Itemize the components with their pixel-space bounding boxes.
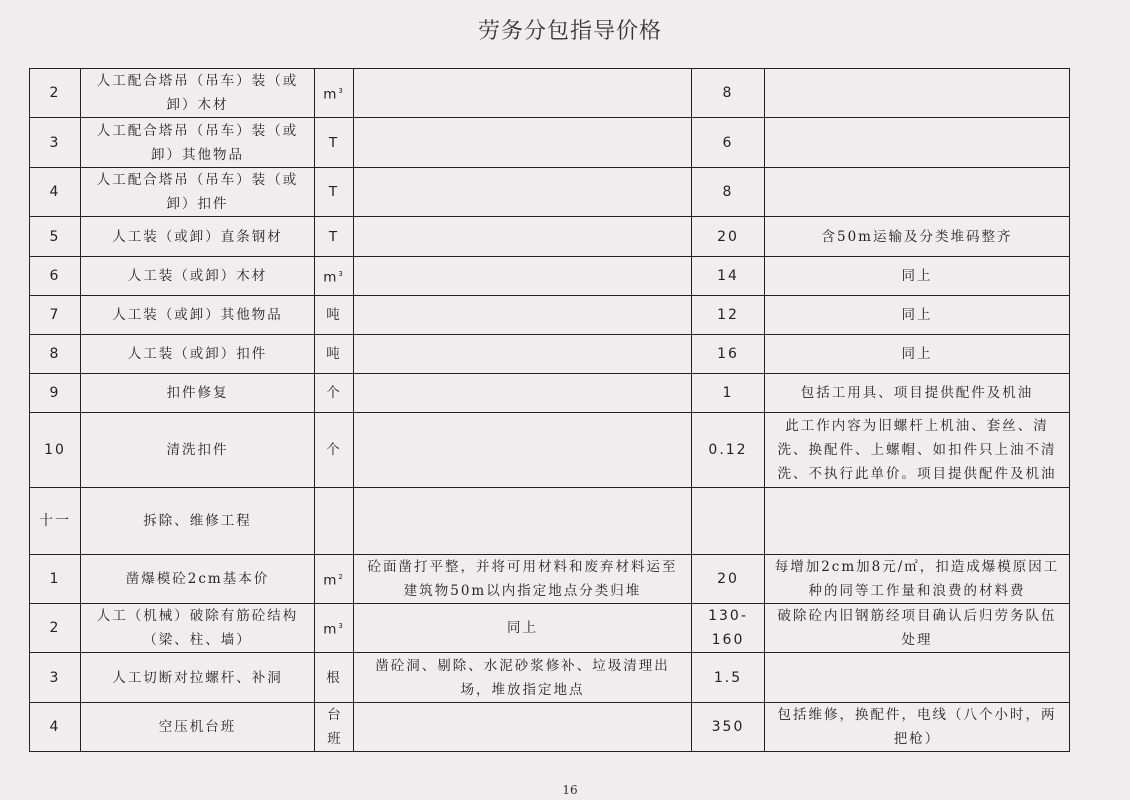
unit-price-cell: 8 [692,69,765,118]
table-row [30,257,1070,296]
unit-price-cell: 16 [692,335,765,374]
row-number-cell: 2 [30,604,81,653]
unit-price-cell: 1 [692,374,765,413]
unit-superscript: 3 [338,622,345,631]
unit-price-cell: 6 [692,118,765,168]
item-name-cell: 清洗扣件 [81,413,315,488]
unit-superscript: 3 [338,270,345,279]
item-name-cell: 人工（机械）破除有筋砼结构（梁、柱、墙） [81,604,315,653]
remark-cell [765,118,1070,168]
work-content-cell [354,118,692,168]
work-content-cell [354,168,692,217]
item-name-cell: 空压机台班 [81,703,315,752]
row-number-cell: 4 [30,703,81,752]
unit-price-cell: 350 [692,703,765,752]
unit-price-cell: 8 [692,168,765,217]
unit-price-cell [692,488,765,555]
price-table [29,68,1070,752]
work-content-cell [354,217,692,257]
row-number-cell: 8 [30,335,81,374]
unit-text: m [323,269,339,286]
table-row [30,118,1070,168]
table-row [30,488,1070,555]
work-content-cell [354,374,692,413]
unit-text: T [328,184,340,200]
work-content-cell [354,488,692,555]
table-row [30,555,1070,604]
unit-text: m [323,621,339,638]
unit-text: 个 [326,442,342,458]
row-number-cell: 十一 [30,488,81,555]
unit-text: T [328,134,340,151]
unit-price-cell: 20 [692,555,765,604]
unit-price-cell: 20 [692,217,765,257]
remark-cell: 每增加2cm加8元/㎡，扣造成爆模原因工种的同等工作量和浪费的材料费 [765,555,1070,604]
unit-cell [315,168,354,217]
remark-cell: 同上 [765,257,1070,296]
remark-cell [765,69,1070,118]
unit-text: m [323,572,339,589]
unit-cell [315,217,354,257]
work-content-cell [354,413,692,488]
page-number: 16 [562,783,578,797]
unit-price-cell: 0.12 [692,413,765,488]
unit-price-cell: 130-160 [692,604,765,653]
unit-superscript: 3 [338,87,345,96]
work-content-cell: 凿砼洞、剔除、水泥砂浆修补、垃圾清理出场，堆放指定地点 [354,653,692,703]
table-row [30,374,1070,413]
unit-cell [315,413,354,488]
unit-text: 吨 [326,307,342,323]
item-name-cell: 凿爆模砼2cm基本价 [81,555,315,604]
item-name-cell: 人工切断对拉螺杆、补洞 [81,653,315,703]
item-name-cell: 人工装（或卸）直条钢材 [81,217,315,257]
remark-cell: 同上 [765,296,1070,335]
unit-text: m [323,86,339,103]
row-number-cell: 6 [30,257,81,296]
work-content-cell: 砼面凿打平整，并将可用材料和废弃材料运至建筑物50m以内指定地点分类归堆 [354,555,692,604]
unit-cell [315,488,354,555]
table-row [30,69,1070,118]
row-number-cell: 4 [30,168,81,217]
work-content-cell [354,257,692,296]
row-number-cell: 3 [30,653,81,703]
work-content-cell: 同上 [354,604,692,653]
row-number-cell: 1 [30,555,81,604]
table-row [30,168,1070,217]
remark-cell [765,168,1070,217]
table-row [30,703,1070,752]
unit-text: 台班 [327,707,343,747]
remark-cell [765,653,1070,703]
row-number-cell: 5 [30,217,81,257]
unit-cell [315,703,354,752]
item-name-cell: 人工装（或卸）木材 [81,257,315,296]
item-name-cell: 拆除、维修工程 [81,488,315,555]
remark-cell: 含50m运输及分类堆码整齐 [765,217,1070,257]
unit-cell [315,257,354,296]
unit-cell [315,555,354,604]
row-number-cell: 9 [30,374,81,413]
work-content-cell [354,296,692,335]
unit-cell [315,69,354,118]
row-number-cell: 7 [30,296,81,335]
unit-cell [315,118,354,168]
row-number-cell: 10 [30,413,81,488]
item-name-cell: 人工配合塔吊（吊车）装（或卸）其他物品 [81,118,315,168]
table-row [30,413,1070,488]
page-title: 劳务分包指导价格 [477,19,662,44]
remark-cell: 包括维修，换配件，电线（八个小时，两把枪） [765,703,1070,752]
row-number-cell: 2 [30,69,81,118]
item-name-cell: 人工装（或卸）其他物品 [81,296,315,335]
work-content-cell [354,703,692,752]
item-name-cell: 扣件修复 [81,374,315,413]
work-content-cell [354,335,692,374]
item-name-cell: 人工配合塔吊（吊车）装（或卸）扣件 [81,168,315,217]
unit-text: 个 [326,385,342,401]
table-row [30,604,1070,653]
unit-text: 吨 [326,346,342,362]
unit-cell [315,335,354,374]
unit-cell [315,604,354,653]
unit-cell [315,296,354,335]
remark-cell: 此工作内容为旧螺杆上机油、套丝、清洗、换配件、上螺帽、如扣件只上油不清洗、不执行此单价。项目提供配件及机油 [765,413,1070,488]
row-number-cell: 3 [30,118,81,168]
table-body [30,69,1070,752]
unit-cell [315,374,354,413]
unit-price-cell: 12 [692,296,765,335]
remark-cell [765,488,1070,555]
table-row [30,653,1070,703]
work-content-cell [354,69,692,118]
remark-cell: 破除砼内旧钢筋经项目确认后归劳务队伍处理 [765,604,1070,653]
table-row [30,335,1070,374]
table-row [30,217,1070,257]
remark-cell: 同上 [765,335,1070,374]
unit-text: 根 [326,669,342,686]
item-name-cell: 人工配合塔吊（吊车）装（或卸）木材 [81,69,315,118]
table-row [30,296,1070,335]
unit-cell [315,653,354,703]
unit-price-cell: 1.5 [692,653,765,703]
item-name-cell: 人工装（或卸）扣件 [81,335,315,374]
unit-superscript: 2 [338,573,345,582]
remark-cell: 包括工用具、项目提供配件及机油 [765,374,1070,413]
unit-price-cell: 14 [692,257,765,296]
unit-text: T [328,228,340,245]
